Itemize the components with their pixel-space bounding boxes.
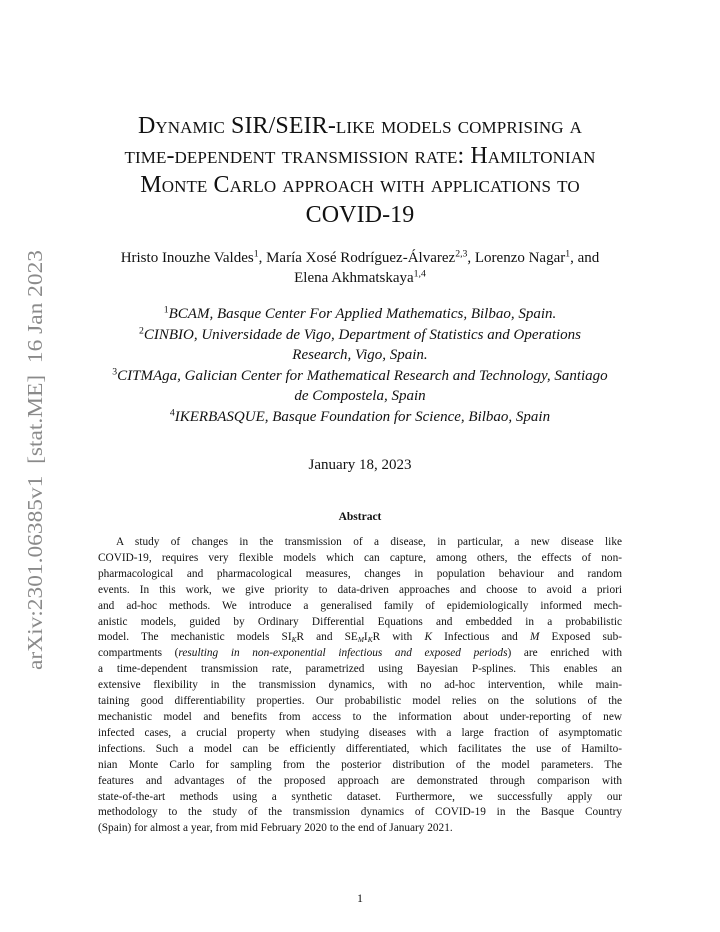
- author-affiliation-mark: 1: [253, 248, 259, 260]
- abstract-line: (Spain) for almost a year, from mid February 2020 to the end of January 2021.: [98, 822, 453, 835]
- title-line: time-dependent transmission rate: Hamiltonian: [124, 142, 596, 169]
- arxiv-stamp-text: arXiv:2301.06385v1 [stat.ME] 16 Jan 2023: [23, 284, 47, 670]
- abstract-body: [98, 535, 622, 837]
- author-list: [60, 248, 660, 288]
- abstract-line: events. In this work, we give priority to data-driven approaches and choose to avoid a priori: [98, 583, 622, 596]
- abstract-text: compartments (: [98, 647, 179, 660]
- affiliation-text: CITMAga, Galician Center for Mathematical Research and Technology, Santiago: [117, 367, 608, 384]
- abstract-text: ) are enriched with: [507, 647, 622, 660]
- abstract-line: [98, 630, 622, 646]
- abstract-line: methodology to the study of the transmission dynamics of COVID-19 in the Basque Country: [98, 806, 622, 819]
- math-subscript: K: [291, 635, 297, 645]
- author-affiliation-mark: 1,4: [413, 268, 426, 280]
- author-line: [60, 268, 660, 288]
- abstract-text: Exposed sub-: [539, 631, 622, 644]
- title-line: Dynamic SIR/SEIR-like models comprising a: [137, 113, 583, 139]
- abstract-line: a time-dependent transmission rate, parametrized using Bayesian P-splines. This enables an: [98, 663, 622, 676]
- abstract-line: pharmacological and pharmacological measures, changes in population behaviour and random: [98, 567, 622, 580]
- arxiv-identifier-stamp: [21, 250, 49, 670]
- author-name: Elena Akhmatskaya: [294, 270, 414, 286]
- affiliation-4: [50, 407, 670, 428]
- affiliation-text: IKERBASQUE, Basque Foundation for Science, Bilbao, Spain: [174, 408, 551, 425]
- abstract-line: A study of changes in the transmission of a disease, in particular, a new disease like: [116, 536, 622, 548]
- abstract-line: infected cases, a crucial property when studying diseases with a large fraction of asymptomatic: [98, 726, 622, 739]
- abstract-emphasis: resulting in non-exponential infectious and exposed periods: [178, 647, 508, 660]
- title-line: Monte Carlo approach with applications to: [140, 172, 580, 198]
- title-line: COVID-19: [305, 201, 415, 228]
- math-subscript: M: [357, 635, 364, 645]
- affiliation-3-continued: de Compostela, Spain: [294, 388, 426, 404]
- page-number: 1: [357, 891, 363, 905]
- affiliation-text: BCAM, Basque Center For Applied Mathematics, Bilbao, Spain.: [168, 306, 557, 322]
- affiliation-2: [50, 325, 670, 346]
- abstract-line: and ad-hoc methods. We introduce a generalised family of epidemiologically informed mech-: [98, 599, 622, 612]
- affiliation-1: [50, 304, 670, 325]
- publication-date: January 18, 2023: [308, 457, 412, 473]
- abstract-line: infections. Such a model can be efficiently differentiated, which facilitates the use of Hamilto-: [98, 742, 622, 755]
- author-line: [60, 248, 660, 268]
- author-affiliation-mark: 2,3: [455, 248, 468, 260]
- abstract-line: [98, 646, 622, 662]
- abstract-text: R with: [372, 631, 425, 644]
- affiliation-mark: 1: [163, 304, 169, 316]
- abstract-line: COVID-19, requires very flexible models which can capture, among others, the effects of non-: [98, 551, 622, 564]
- abstract-line: mechanistic model and benefits from access to the information about under-reporting of new: [98, 710, 622, 723]
- abstract-text: model. The mechanistic models SI: [98, 631, 292, 644]
- affiliation-mark: 2: [138, 325, 144, 337]
- math-subscript: K: [367, 635, 373, 645]
- author-name: , María Xosé Rodríguez-Álvarez: [258, 250, 456, 266]
- affiliation-3: [50, 366, 670, 387]
- author-name: , Lorenzo Nagar: [467, 250, 566, 266]
- abstract-line: features and advantages of the proposed approach are demonstrated through comparison with: [98, 774, 622, 787]
- abstract-text: Infectious and: [432, 631, 530, 644]
- author-affiliation-mark: 1: [565, 248, 571, 260]
- paper-title: [60, 112, 660, 230]
- abstract-line: taining good differentiability properties. Our probabilistic model relies on the solutions of the: [98, 695, 622, 708]
- affiliation-list: [50, 304, 670, 427]
- math-variable: K: [424, 631, 433, 644]
- abstract-line: state-of-the-art methods using a synthetic dataset. Furthermore, we successfully apply our: [98, 790, 622, 803]
- abstract-text: I: [363, 631, 368, 644]
- abstract-line: nian Monte Carlo for sampling from the posterior distribution of the model parameters. The: [98, 758, 622, 771]
- author-name: Hristo Inouzhe Valdes: [120, 250, 254, 266]
- affiliation-mark: 4: [169, 407, 175, 419]
- affiliation-mark: 3: [112, 366, 118, 378]
- math-variable: M: [529, 631, 540, 644]
- affiliation-text: CINBIO, Universidade de Vigo, Department of Statistics and Operations: [143, 326, 582, 343]
- abstract-text: R and SE: [296, 631, 358, 644]
- abstract-heading: Abstract: [338, 511, 382, 523]
- abstract-line: anistic models, guided by Ordinary Differential Equations and embedded in a probabilistic: [98, 615, 622, 628]
- abstract-line: extensive flexibility in the transmission dynamics, with no ad-hoc intervention, while main-: [98, 679, 622, 692]
- author-connector: , and: [570, 250, 600, 266]
- affiliation-2-continued: Research, Vigo, Spain.: [292, 347, 428, 363]
